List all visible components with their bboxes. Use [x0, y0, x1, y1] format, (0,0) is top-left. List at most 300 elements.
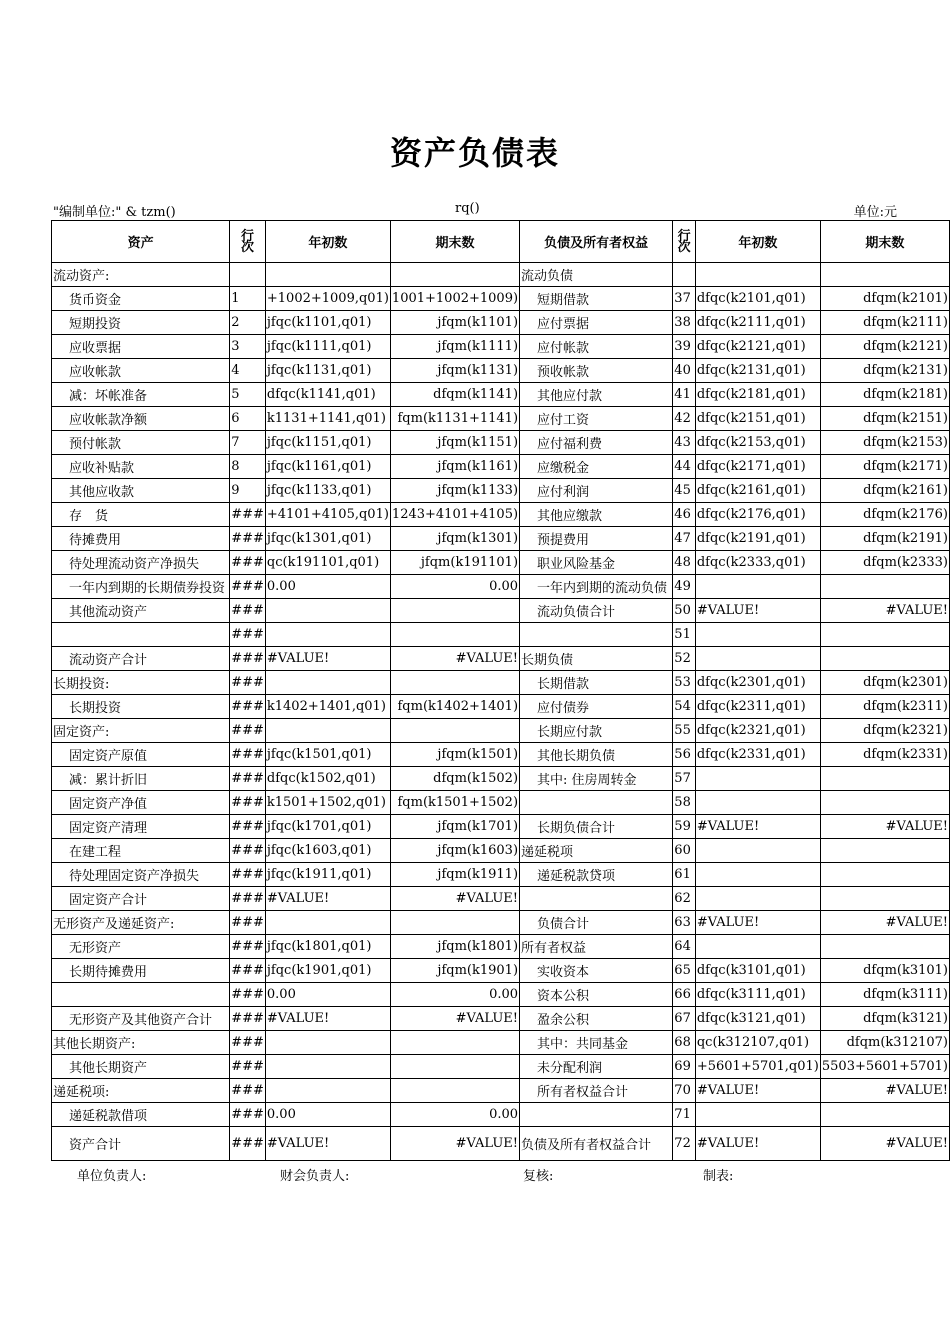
asset-name: 固定资产原值	[52, 743, 230, 767]
table-row	[52, 263, 950, 287]
asset-begin-value: jfqc(k1801,q01)	[265, 935, 390, 959]
liability-line-no: 43	[673, 431, 696, 455]
asset-begin-value: jfqc(k1111,q01)	[265, 335, 390, 359]
liability-end-value: dfqm(k2171)	[820, 455, 949, 479]
asset-line-no: ###	[230, 1079, 266, 1103]
liability-name: 所有者权益	[520, 935, 673, 959]
liability-end-value	[820, 263, 949, 287]
asset-name: 无形资产及其他资产合计	[52, 1007, 230, 1031]
table-row	[52, 479, 950, 503]
asset-end-value: jfqm(k1701)	[390, 815, 519, 839]
asset-end-value: 0.00	[390, 983, 519, 1007]
asset-name: 待处理流动资产净损失	[52, 551, 230, 575]
liability-line-no: 42	[673, 407, 696, 431]
asset-begin-value: jfqc(k1501,q01)	[265, 743, 390, 767]
asset-end-value: 1243+4101+4105)	[390, 503, 519, 527]
asset-begin-value: k1131+1141,q01)	[265, 407, 390, 431]
col-header-assets: 资产	[52, 221, 230, 263]
liability-begin-value	[695, 623, 820, 647]
liability-end-value: dfqm(k2153)	[820, 431, 949, 455]
asset-line-no: 3	[230, 335, 266, 359]
footer-finance-head: 财会负责人:	[280, 1169, 350, 1184]
liability-begin-value	[695, 767, 820, 791]
liability-end-value: dfqm(k2176)	[820, 503, 949, 527]
liability-line-no: 56	[673, 743, 696, 767]
asset-end-value	[390, 719, 519, 743]
liability-begin-value	[695, 647, 820, 671]
asset-end-value: fqm(k1402+1401)	[390, 695, 519, 719]
table-row	[52, 911, 950, 935]
liability-name: 短期借款	[520, 287, 673, 311]
liability-name: 递延税项	[520, 839, 673, 863]
asset-line-no: ###	[230, 527, 266, 551]
liability-line-no: 60	[673, 839, 696, 863]
liability-name: 递延税款贷项	[520, 863, 673, 887]
table-row	[52, 527, 950, 551]
asset-begin-value	[265, 719, 390, 743]
liability-end-value	[820, 791, 949, 815]
liability-line-no: 68	[673, 1031, 696, 1055]
asset-end-value: jfqm(k1111)	[390, 335, 519, 359]
liability-line-no: 63	[673, 911, 696, 935]
liability-begin-value: #VALUE!	[695, 1079, 820, 1103]
liability-begin-value: dfqc(k2176,q01)	[695, 503, 820, 527]
liability-end-value: dfqm(k3101)	[820, 959, 949, 983]
footer-unit-head: 单位负责人:	[77, 1169, 147, 1184]
liability-end-value: dfqm(k2111)	[820, 311, 949, 335]
liability-line-no: 46	[673, 503, 696, 527]
liability-begin-value	[695, 863, 820, 887]
liability-end-value	[820, 887, 949, 911]
asset-name: 应收补贴款	[52, 455, 230, 479]
asset-end-value	[390, 599, 519, 623]
asset-name: 预付帐款	[52, 431, 230, 455]
liability-name: 预提费用	[520, 527, 673, 551]
asset-name: 无形资产及递延资产:	[52, 911, 230, 935]
liability-name: 流动负债合计	[520, 599, 673, 623]
asset-end-value: #VALUE!	[390, 1007, 519, 1031]
liability-name: 实收资本	[520, 959, 673, 983]
liability-begin-value: #VALUE!	[695, 815, 820, 839]
asset-begin-value: dfqc(k1141,q01)	[265, 383, 390, 407]
asset-end-value	[390, 623, 519, 647]
asset-name	[52, 623, 230, 647]
liability-name: 其他应缴款	[520, 503, 673, 527]
asset-line-no: ###	[230, 623, 266, 647]
liability-line-no: 57	[673, 767, 696, 791]
table-row	[52, 791, 950, 815]
liability-name: 长期应付款	[520, 719, 673, 743]
liability-begin-value: dfqc(k2161,q01)	[695, 479, 820, 503]
liability-name: 应缴税金	[520, 455, 673, 479]
liability-begin-value: dfqc(k2101,q01)	[695, 287, 820, 311]
asset-name: 存 货	[52, 503, 230, 527]
liability-line-no: 40	[673, 359, 696, 383]
asset-name: 流动资产合计	[52, 647, 230, 671]
liability-end-value: dfqm(k2333)	[820, 551, 949, 575]
asset-name: 无形资产	[52, 935, 230, 959]
asset-line-no: 4	[230, 359, 266, 383]
asset-begin-value: +4101+4105,q01)	[265, 503, 390, 527]
asset-begin-value: jfqc(k1603,q01)	[265, 839, 390, 863]
liability-line-no: 41	[673, 383, 696, 407]
asset-begin-value	[265, 599, 390, 623]
liability-begin-value	[695, 575, 820, 599]
liability-begin-value: dfqc(k2131,q01)	[695, 359, 820, 383]
asset-begin-value	[265, 623, 390, 647]
liability-line-no	[673, 263, 696, 287]
asset-line-no: ###	[230, 1055, 266, 1079]
liability-begin-value: dfqc(k2151,q01)	[695, 407, 820, 431]
asset-name: 其他长期资产:	[52, 1031, 230, 1055]
asset-end-value: jfqm(k1301)	[390, 527, 519, 551]
liability-end-value	[820, 575, 949, 599]
table-row	[52, 1031, 950, 1055]
asset-end-value: fqm(k1501+1502)	[390, 791, 519, 815]
asset-line-no: 8	[230, 455, 266, 479]
company-label: "编制单位:" & tzm()	[53, 205, 176, 220]
liability-name: 应付利润	[520, 479, 673, 503]
asset-end-value: jfqm(k1911)	[390, 863, 519, 887]
table-row	[52, 1127, 950, 1161]
liability-begin-value: dfqc(k2301,q01)	[695, 671, 820, 695]
asset-name: 应收帐款净额	[52, 407, 230, 431]
liability-name: 应付票据	[520, 311, 673, 335]
liability-line-no: 48	[673, 551, 696, 575]
liability-name: 其他应付款	[520, 383, 673, 407]
liability-begin-value	[695, 839, 820, 863]
asset-begin-value: jfqc(k1101,q01)	[265, 311, 390, 335]
asset-line-no: 5	[230, 383, 266, 407]
table-row	[52, 1055, 950, 1079]
liability-name: 资本公积	[520, 983, 673, 1007]
asset-begin-value: jfqc(k1131,q01)	[265, 359, 390, 383]
liability-begin-value: dfqc(k2153,q01)	[695, 431, 820, 455]
asset-name: 一年内到期的长期债券投资	[52, 575, 230, 599]
liability-end-value: #VALUE!	[820, 599, 949, 623]
table-row	[52, 551, 950, 575]
liability-name: 长期借款	[520, 671, 673, 695]
liability-begin-value: dfqc(k2331,q01)	[695, 743, 820, 767]
asset-begin-value: 0.00	[265, 1103, 390, 1127]
asset-name	[52, 983, 230, 1007]
asset-name: 流动资产:	[52, 263, 230, 287]
table-row	[52, 815, 950, 839]
asset-begin-value: jfqc(k1161,q01)	[265, 455, 390, 479]
asset-begin-value: jfqc(k1151,q01)	[265, 431, 390, 455]
asset-line-no: ###	[230, 935, 266, 959]
liability-end-value: dfqm(k2181)	[820, 383, 949, 407]
liability-begin-value	[695, 791, 820, 815]
asset-name: 待摊费用	[52, 527, 230, 551]
table-row	[52, 1103, 950, 1127]
asset-end-value: 1001+1002+1009)	[390, 287, 519, 311]
asset-end-value: #VALUE!	[390, 887, 519, 911]
asset-begin-value: k1501+1502,q01)	[265, 791, 390, 815]
table-row	[52, 335, 950, 359]
asset-end-value	[390, 911, 519, 935]
liability-begin-value: dfqc(k3101,q01)	[695, 959, 820, 983]
asset-name: 资产合计	[52, 1127, 230, 1161]
asset-line-no: 9	[230, 479, 266, 503]
liability-begin-value: dfqc(k2191,q01)	[695, 527, 820, 551]
table-row	[52, 695, 950, 719]
liability-end-value: dfqm(k3121)	[820, 1007, 949, 1031]
liability-begin-value: dfqc(k3121,q01)	[695, 1007, 820, 1031]
asset-begin-value: #VALUE!	[265, 887, 390, 911]
asset-line-no: 1	[230, 287, 266, 311]
liability-name	[520, 887, 673, 911]
liability-line-no: 47	[673, 527, 696, 551]
liability-begin-value	[695, 1103, 820, 1127]
col-header-line-right: 行 次	[673, 221, 696, 263]
asset-line-no	[230, 263, 266, 287]
asset-line-no: ###	[230, 599, 266, 623]
table-row	[52, 407, 950, 431]
liability-begin-value: #VALUE!	[695, 911, 820, 935]
asset-begin-value: +1002+1009,q01)	[265, 287, 390, 311]
liability-begin-value: dfqc(k2321,q01)	[695, 719, 820, 743]
liability-begin-value: dfqc(k2111,q01)	[695, 311, 820, 335]
liability-line-no: 44	[673, 455, 696, 479]
table-row	[52, 959, 950, 983]
asset-end-value: jfqm(k1901)	[390, 959, 519, 983]
liability-begin-value: dfqc(k2181,q01)	[695, 383, 820, 407]
liability-begin-value	[695, 935, 820, 959]
table-row	[52, 1007, 950, 1031]
asset-line-no: ###	[230, 1103, 266, 1127]
liability-line-no: 50	[673, 599, 696, 623]
table-row	[52, 575, 950, 599]
asset-end-value: jfqm(k191101)	[390, 551, 519, 575]
liability-end-value	[820, 767, 949, 791]
asset-begin-value: jfqc(k1901,q01)	[265, 959, 390, 983]
liability-end-value: dfqm(k2151)	[820, 407, 949, 431]
report-date: rq()	[455, 201, 480, 216]
liability-name: 其中：共同基金	[520, 1031, 673, 1055]
liability-name	[520, 1103, 673, 1127]
liability-line-no: 55	[673, 719, 696, 743]
liability-begin-value	[695, 887, 820, 911]
table-row	[52, 431, 950, 455]
table-row	[52, 287, 950, 311]
table-row	[52, 743, 950, 767]
asset-line-no: ###	[230, 743, 266, 767]
liability-end-value: dfqm(k3111)	[820, 983, 949, 1007]
liability-end-value: dfqm(k312107)	[820, 1031, 949, 1055]
liability-line-no: 39	[673, 335, 696, 359]
liability-end-value: 5503+5601+5701)	[820, 1055, 949, 1079]
asset-end-value	[390, 1031, 519, 1055]
asset-begin-value: jfqc(k1133,q01)	[265, 479, 390, 503]
liability-name: 负债合计	[520, 911, 673, 935]
asset-begin-value: dfqc(k1502,q01)	[265, 767, 390, 791]
unit-label: 单位:元	[853, 205, 897, 220]
liability-line-no: 38	[673, 311, 696, 335]
asset-line-no: ###	[230, 839, 266, 863]
table-row	[52, 983, 950, 1007]
asset-line-no: ###	[230, 719, 266, 743]
asset-begin-value: 0.00	[265, 575, 390, 599]
asset-line-no: ###	[230, 911, 266, 935]
liability-line-no: 72	[673, 1127, 696, 1161]
table-row	[52, 1079, 950, 1103]
liability-end-value	[820, 863, 949, 887]
table-row	[52, 599, 950, 623]
liability-begin-value: dfqc(k3111,q01)	[695, 983, 820, 1007]
liability-line-no: 37	[673, 287, 696, 311]
balance-sheet-table	[51, 220, 950, 1161]
asset-name: 应收帐款	[52, 359, 230, 383]
asset-end-value: jfqm(k1161)	[390, 455, 519, 479]
liability-name: 长期负债	[520, 647, 673, 671]
asset-line-no: ###	[230, 959, 266, 983]
asset-begin-value: jfqc(k1701,q01)	[265, 815, 390, 839]
col-header-end: 期末数	[390, 221, 519, 263]
liability-name: 负债及所有者权益合计	[520, 1127, 673, 1161]
asset-end-value: #VALUE!	[390, 647, 519, 671]
asset-name: 减：坏帐准备	[52, 383, 230, 407]
table-header-row	[52, 221, 950, 263]
asset-end-value: jfqm(k1801)	[390, 935, 519, 959]
asset-end-value	[390, 671, 519, 695]
liability-begin-value: +5601+5701,q01)	[695, 1055, 820, 1079]
liability-line-no: 67	[673, 1007, 696, 1031]
asset-begin-value: 0.00	[265, 983, 390, 1007]
table-row	[52, 863, 950, 887]
liability-begin-value: qc(k312107,q01)	[695, 1031, 820, 1055]
asset-end-value: 0.00	[390, 575, 519, 599]
asset-begin-value	[265, 911, 390, 935]
asset-end-value: 0.00	[390, 1103, 519, 1127]
liability-line-no: 52	[673, 647, 696, 671]
asset-line-no: ###	[230, 815, 266, 839]
liability-line-no: 64	[673, 935, 696, 959]
asset-line-no: ###	[230, 695, 266, 719]
liability-end-value	[820, 935, 949, 959]
asset-end-value: jfqm(k1101)	[390, 311, 519, 335]
liability-end-value	[820, 1103, 949, 1127]
liability-name: 应付债券	[520, 695, 673, 719]
table-row	[52, 767, 950, 791]
liability-end-value: #VALUE!	[820, 1079, 949, 1103]
asset-line-no: ###	[230, 1007, 266, 1031]
asset-begin-value: k1402+1401,q01)	[265, 695, 390, 719]
asset-name: 长期待摊费用	[52, 959, 230, 983]
table-row	[52, 311, 950, 335]
asset-end-value	[390, 1055, 519, 1079]
liability-name: 所有者权益合计	[520, 1079, 673, 1103]
asset-name: 长期投资	[52, 695, 230, 719]
asset-begin-value	[265, 1055, 390, 1079]
liability-end-value	[820, 647, 949, 671]
liability-begin-value: dfqc(k2333,q01)	[695, 551, 820, 575]
liability-name: 长期负债合计	[520, 815, 673, 839]
table-row	[52, 647, 950, 671]
asset-end-value: #VALUE!	[390, 1127, 519, 1161]
liability-name: 流动负债	[520, 263, 673, 287]
asset-line-no: 2	[230, 311, 266, 335]
asset-begin-value	[265, 1031, 390, 1055]
liability-end-value	[820, 839, 949, 863]
liability-name: 应付帐款	[520, 335, 673, 359]
asset-begin-value	[265, 263, 390, 287]
liability-begin-value: #VALUE!	[695, 1127, 820, 1161]
liability-begin-value: dfqc(k2121,q01)	[695, 335, 820, 359]
asset-line-no: ###	[230, 1031, 266, 1055]
asset-begin-value: jfqc(k1301,q01)	[265, 527, 390, 551]
liability-name: 应付福利费	[520, 431, 673, 455]
liability-end-value: dfqm(k2331)	[820, 743, 949, 767]
asset-begin-value: #VALUE!	[265, 1127, 390, 1161]
table-row	[52, 383, 950, 407]
liability-end-value: #VALUE!	[820, 911, 949, 935]
asset-name: 其他长期资产	[52, 1055, 230, 1079]
col-header-begin-right: 年初数	[695, 221, 820, 263]
asset-begin-value: #VALUE!	[265, 647, 390, 671]
asset-name: 固定资产合计	[52, 887, 230, 911]
asset-name: 固定资产清理	[52, 815, 230, 839]
asset-name: 短期投资	[52, 311, 230, 335]
col-header-line: 行 次	[230, 221, 266, 263]
asset-line-no: 6	[230, 407, 266, 431]
asset-line-no: ###	[230, 575, 266, 599]
asset-line-no: 7	[230, 431, 266, 455]
liability-end-value: dfqm(k2321)	[820, 719, 949, 743]
liability-end-value: dfqm(k2131)	[820, 359, 949, 383]
liability-line-no: 65	[673, 959, 696, 983]
liability-line-no: 54	[673, 695, 696, 719]
liability-end-value: dfqm(k2191)	[820, 527, 949, 551]
liability-name: 一年内到期的流动负债	[520, 575, 673, 599]
liability-end-value	[820, 623, 949, 647]
liability-begin-value: dfqc(k2171,q01)	[695, 455, 820, 479]
liability-line-no: 70	[673, 1079, 696, 1103]
table-row	[52, 671, 950, 695]
asset-line-no: ###	[230, 983, 266, 1007]
liability-name: 其中: 住房周转金	[520, 767, 673, 791]
asset-line-no: ###	[230, 863, 266, 887]
asset-name: 在建工程	[52, 839, 230, 863]
liability-line-no: 62	[673, 887, 696, 911]
liability-end-value: dfqm(k2311)	[820, 695, 949, 719]
asset-end-value: jfqm(k1131)	[390, 359, 519, 383]
asset-end-value	[390, 263, 519, 287]
liability-line-no: 53	[673, 671, 696, 695]
liability-line-no: 49	[673, 575, 696, 599]
liability-name	[520, 623, 673, 647]
liability-end-value: dfqm(k2301)	[820, 671, 949, 695]
asset-begin-value: jfqc(k1911,q01)	[265, 863, 390, 887]
asset-line-no: ###	[230, 671, 266, 695]
liability-line-no: 51	[673, 623, 696, 647]
liability-name: 盈余公积	[520, 1007, 673, 1031]
liability-line-no: 71	[673, 1103, 696, 1127]
asset-line-no: ###	[230, 647, 266, 671]
asset-end-value: jfqm(k1501)	[390, 743, 519, 767]
table-row	[52, 503, 950, 527]
liability-line-no: 59	[673, 815, 696, 839]
asset-line-no: ###	[230, 503, 266, 527]
asset-begin-value	[265, 1079, 390, 1103]
liability-name: 职业风险基金	[520, 551, 673, 575]
footer-preparer: 制表:	[703, 1169, 734, 1184]
liability-begin-value: dfqc(k2311,q01)	[695, 695, 820, 719]
asset-end-value: dfqm(k1502)	[390, 767, 519, 791]
asset-name: 固定资产:	[52, 719, 230, 743]
asset-line-no: ###	[230, 551, 266, 575]
liability-begin-value	[695, 263, 820, 287]
